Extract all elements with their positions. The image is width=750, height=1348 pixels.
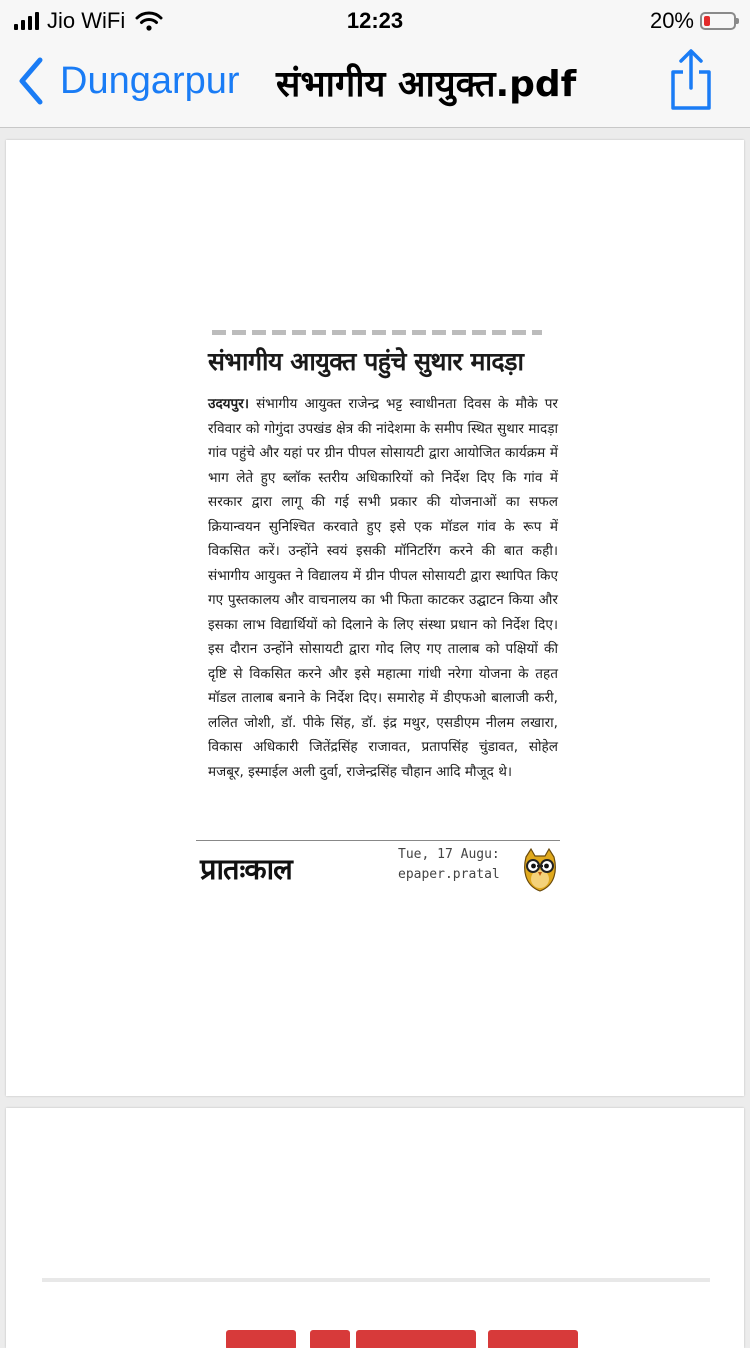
owl-icon xyxy=(522,847,558,893)
document-title: संभागीय आयुक्त.pdf xyxy=(276,64,577,105)
clipping-url: epaper.pratal xyxy=(398,867,500,882)
battery-percent: 20% xyxy=(649,8,694,33)
clipping-top-line xyxy=(212,330,542,335)
share-icon xyxy=(666,48,716,112)
status-bar xyxy=(0,0,750,40)
share-button[interactable] xyxy=(666,48,716,116)
battery-icon xyxy=(700,12,736,30)
article-headline: संभागीय आयुक्त पहुंचे सुथार मादड़ा xyxy=(208,347,524,376)
battery-level xyxy=(704,16,710,26)
pdf-page-next[interactable] xyxy=(6,1108,744,1348)
back-button[interactable] xyxy=(16,56,240,106)
page-divider-line xyxy=(42,1278,710,1282)
status-right xyxy=(650,8,736,34)
article-dateline: उदयपुर। xyxy=(208,396,249,412)
red-heading-fragment xyxy=(226,1318,586,1348)
pdf-page[interactable] xyxy=(6,140,744,1096)
article-text: संभागीय आयुक्त राजेन्द्र भट्ट स्वाधीनता दिवस के मौके पर रविवार को गोगुंदा उपखंड क्षेत्र की नांदेशमा के समीप स्थित सुथार मादड़ा गांव पहुंचे और यहां पर ग्रीन पीपल सोसायटी द्वारा आयोजित कार्यक्रम में भाग लेते हुए ब्लॉक स्तरीय अधिकारियों को निर्देश दिए कि गांव में सरकार द्वारा लागू की गई सभी प्रकार की योजनाओं का सफल क्रियान्वयन सुनिश्चित करवाते हुए इसे एक मॉडल गांव के रूप में विकसित करें। उन्होंने स्वयं इसकी मॉनिटरिंग करने की बात कही। संभागीय आयुक्त ने विद्यालय में ग्रीन पीपल सोसायटी द्वारा स्थापित किए गए पुस्तकालय और वाचनालय का भी फिता काटकर उद्घाटन किया और इसका लाभ विद्यार्थियों को दिलाने के लिए संस्था प्रधान को निर्देश दिए। इस दौरान उन्होंने सोसायटी द्वारा गोद लिए गए तालाब को पक्षियों की दृष्टि से विकसित करने और इसे महात्मा गांधी नरेगा योजना के तहत मॉडल तालाब बनाने के निर्देश दिए। समारोह में डीएफओ बालाजी करी, ललित जोशी, डॉ. पीके सिंह, डॉ. इंद्र मथुर, एसडीएम नीलम लखारा, विकास अधिकारी जितेंद्रसिंह राजावत, प्रतापसिंह चुंडावत, सोहेल मजबूर, इस्माईल अली दुर्वा, राजेन्द्रसिंह चौहान आदि मौजूद थे। xyxy=(208,396,558,780)
chevron-left-icon xyxy=(16,56,46,106)
clipping-footer xyxy=(196,840,560,898)
back-label: Dungarpur xyxy=(60,59,240,102)
navigation-bar xyxy=(0,40,750,128)
clipping-meta xyxy=(398,845,518,885)
article-body xyxy=(208,392,558,784)
newspaper-clipping xyxy=(194,326,560,900)
clipping-date: Tue, 17 Augu: xyxy=(398,847,500,862)
clock: 12:23 xyxy=(346,8,404,33)
newspaper-masthead: प्रातःकाल xyxy=(200,852,292,886)
carrier-name: Jio WiFi xyxy=(47,8,126,33)
